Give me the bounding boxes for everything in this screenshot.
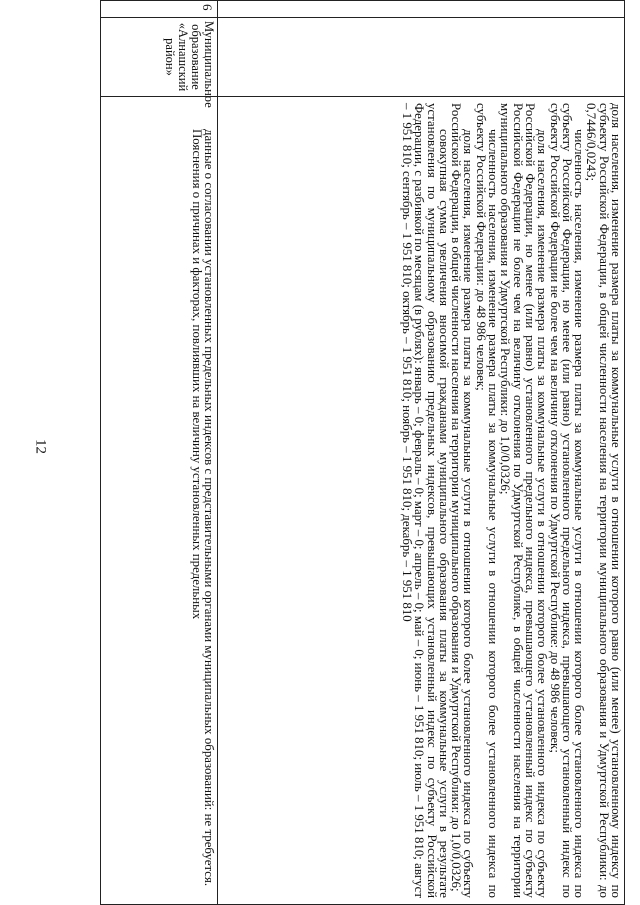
municipality-name: Муниципальное образование «Алнашский район» (101, 18, 218, 97)
paragraph: доля населения, изменение размера платы за коммунальные услуги в отношении которого более установленного индекса по субъекту Российской Федерации, в общей численности населения на территории муниципального образования и Удмуртской Республики: до 1,0/0,0326; (449, 103, 476, 898)
paragraph: доля населения, изменение размера платы за коммунальные услуги в отношении которого более установленного индекса по субъекту Российской Федерации, но менее (или равно) установленного предельного индекса, превышающего установленный индекс по субъекту Российской Федерации не более чем на величину отклонения по Удмуртской Республике, в общей численности населения на территории муниципального образования и Удмуртской Республики: до 1,0/0,0326; (498, 103, 550, 898)
paragraph: Пояснения о причинах и факторах, повлиявших на величину установленных предельных (189, 129, 204, 620)
paragraph: доля населения, изменение размера платы за коммунальные услуги в отношении которого равно (или менее) установленному индексу по субъекту Российской Федерации, в общей численности населения на территории муниципального образования и Удмуртской Республики: до 0,7446/0,0243; (584, 103, 623, 898)
table-row (218, 1, 625, 905)
paragraph: численность населения, изменение размера платы за коммунальные услуги в отношении которого более установленного индекса по субъекту Российской Федерации: до 48 986 человек; (473, 103, 501, 898)
table-row (101, 1, 218, 905)
municipality-cell (218, 18, 625, 97)
description-cell (218, 97, 625, 905)
indices-table (100, 0, 625, 905)
number-cell (218, 1, 625, 18)
description-cell (101, 97, 218, 905)
paragraph: данные о согласовании установленных предельных индексов с представительными органами муниципальных образований: не требуется. (202, 129, 216, 887)
page-number: 12 (32, 439, 49, 454)
row-number: 6 (101, 1, 218, 18)
paragraph: совокупная сумма увеличения вносимой гражданами муниципального образования платы за коммунальные услуги в результате установления по муниципальному образованию предельных индексов, превышающих установленный индекс по субъекту Российской Федерации, с разбивкой по месяцам (в рублях): январь – 0; февраль – 0; март – 0; апрель – 0; май – 0; июнь – 1 951 810; июль – 1 951 810; август – 1 951 810; сентябрь – 1 951 810; октябрь – 1 951 810; ноябрь – 1 951 810; декабрь – 1 951 810 (399, 103, 451, 898)
paragraph: численность населения, изменение размера платы за коммунальные услуги в отношении которого более установленного индекса по субъекту Российской Федерации, но менее (или равно) установленного предельного индекса, превышающего установленный индекс по субъекту Российской Федерации не более чем на величину отклонения по Удмуртской Республике: до 48 986 человек; (547, 103, 587, 898)
rotated-table-wrapper (105, 0, 625, 905)
